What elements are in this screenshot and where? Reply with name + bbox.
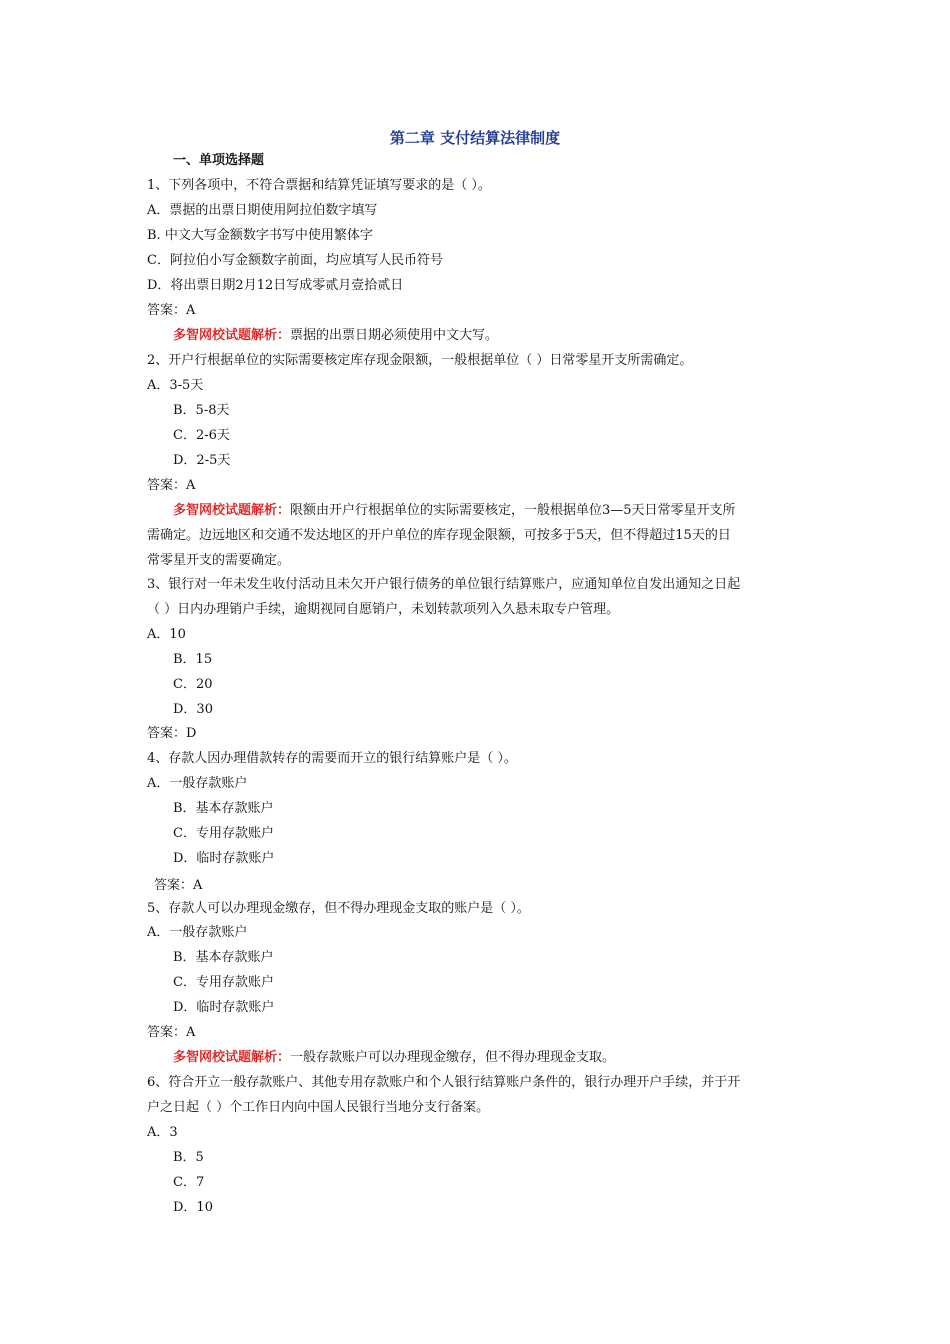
- q6-option-c: C．7: [173, 1175, 205, 1190]
- q3-option-b: B．15: [173, 652, 213, 667]
- q4-option-d: D．临时存款账户: [173, 851, 275, 866]
- q1-answer: 答案：A: [147, 303, 196, 318]
- q5-option-b: B．基本存款账户: [173, 950, 274, 965]
- q3-option-d: D．30: [173, 702, 213, 717]
- analysis-label: 多智网校试题解析：: [173, 1050, 291, 1065]
- q6-option-a: A．3: [147, 1125, 178, 1140]
- q1-option-c: C．阿拉伯小写金额数字前面，均应填写人民币符号: [147, 253, 443, 268]
- q5-answer: 答案：A: [147, 1025, 196, 1040]
- q6-stem-2: 户之日起（ ）个工作日内向中国人民银行当地分支行备案。: [147, 1100, 490, 1115]
- q3-stem-2: （ ）日内办理销户手续，逾期视同自愿销户，未划转款项列入久悬未取专户管理。: [147, 602, 620, 617]
- q5-analysis: [173, 1049, 615, 1067]
- q5-option-a: A．一般存款账户: [147, 925, 248, 940]
- q6-stem-1: 6、符合开立一般存款账户、其他专用存款账户和个人银行结算账户条件的，银行办理开户手续，并于开: [147, 1075, 741, 1090]
- q2-answer: 答案：A: [147, 478, 196, 493]
- q3-option-a: A．10: [147, 627, 186, 642]
- q2-option-b: B．5-8天: [173, 403, 230, 418]
- q2-option-a: A．3-5天: [147, 378, 204, 393]
- analysis-label: 多智网校试题解析：: [173, 503, 291, 518]
- q1-stem: 1、下列各项中，不符合票据和结算凭证填写要求的是（ ）。: [147, 178, 491, 193]
- q2-analysis-text-3: 常零星开支的需要确定。: [147, 553, 291, 568]
- q2-option-d: D．2-5天: [173, 453, 231, 468]
- q2-analysis-text-1: 限额由开户行根据单位的实际需要核定，一般根据单位3—5天日常零星开支所: [290, 503, 736, 518]
- q4-stem: 4、存款人因办理借款转存的需要而开立的银行结算账户是（ ）。: [147, 751, 517, 766]
- q4-option-b: B．基本存款账户: [173, 801, 274, 816]
- q3-option-c: C．20: [173, 677, 213, 692]
- q5-option-d: D．临时存款账户: [173, 1000, 275, 1015]
- q4-answer: 答案：A: [154, 878, 203, 893]
- q4-option-c: C．专用存款账户: [173, 826, 274, 841]
- q2-analysis: [173, 502, 736, 520]
- q3-answer: 答案：D: [147, 726, 197, 741]
- q1-option-a: A．票据的出票日期使用阿拉伯数字填写: [147, 203, 378, 218]
- q2-stem: 2、开户行根据单位的实际需要核定库存现金限额，一般根据单位（ ）日常零星开支所需确定。: [147, 353, 693, 368]
- q5-stem: 5、存款人可以办理现金缴存，但不得办理现金支取的账户是（ ）。: [147, 901, 530, 916]
- section-heading: 一、单项选择题: [173, 153, 265, 168]
- q6-option-b: B．5: [173, 1150, 204, 1165]
- q3-stem-1: 3、银行对一年未发生收付活动且未欠开户银行债务的单位银行结算账户，应通知单位自发出通知之日起: [147, 577, 741, 592]
- q5-analysis-text: 一般存款账户可以办理现金缴存，但不得办理现金支取。: [290, 1050, 616, 1065]
- q1-option-b: B. 中文大写金额数字书写中使用繁体字: [147, 228, 373, 243]
- q2-option-c: C．2-6天: [173, 428, 230, 443]
- q6-option-d: D．10: [173, 1200, 213, 1215]
- q5-option-c: C．专用存款账户: [173, 975, 274, 990]
- q1-option-d: D．将出票日期2月12日写成零贰月壹拾贰日: [147, 278, 404, 293]
- analysis-label: 多智网校试题解析：: [173, 328, 291, 343]
- q2-analysis-text-2: 需确定。边远地区和交通不发达地区的开户单位的库存现金限额，可按多于5天，但不得超过15天的日: [147, 528, 731, 543]
- page-title: 第二章 支付结算法律制度: [389, 129, 561, 147]
- q4-option-a: A．一般存款账户: [147, 776, 248, 791]
- q1-analysis: [173, 327, 498, 345]
- q1-analysis-text: 票据的出票日期必须使用中文大写。: [290, 328, 499, 343]
